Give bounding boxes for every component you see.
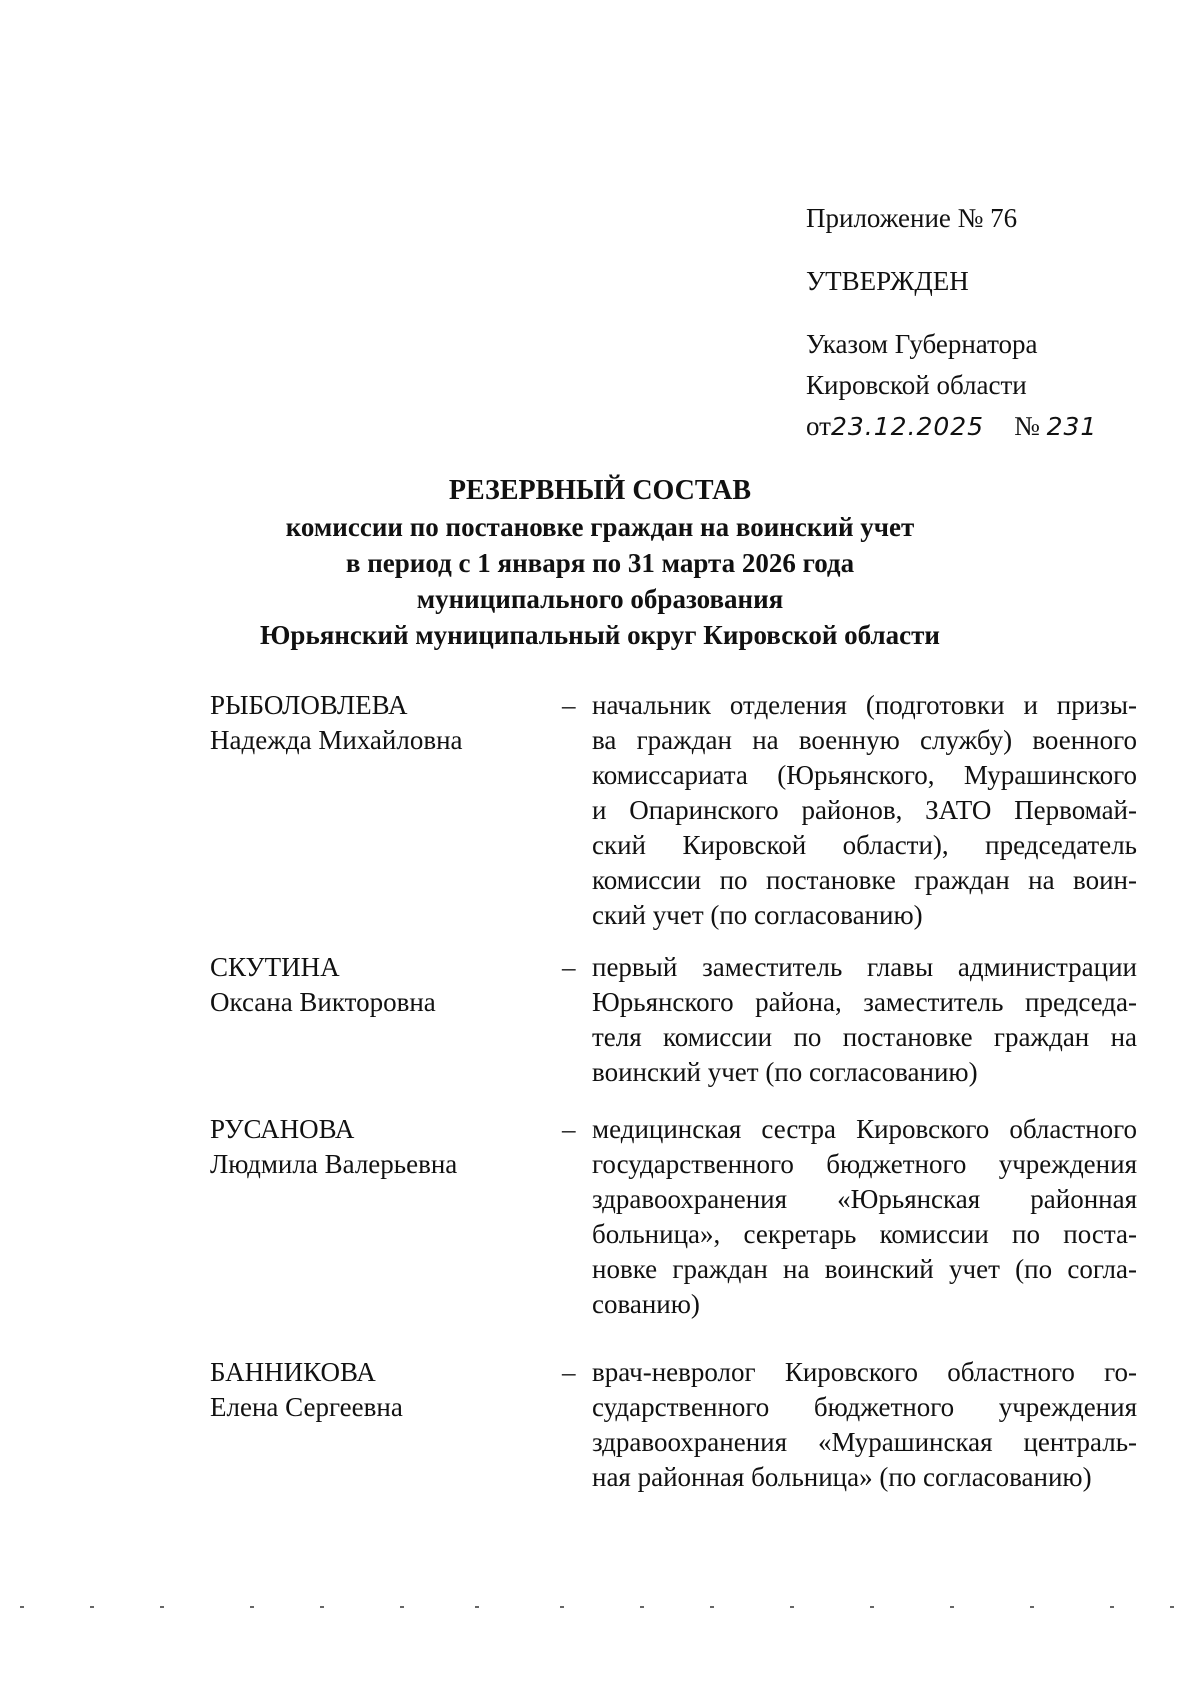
document-title [0, 473, 1200, 653]
member-given-names: Людмила Валерьевна [210, 1149, 458, 1179]
member-given-names: Елена Сергеевна [210, 1392, 403, 1422]
member-surname: РУСАНОВА [210, 1114, 355, 1144]
description-line: ский учет (по согласованию) [592, 900, 923, 930]
dash-separator: – [562, 1114, 576, 1144]
description-line: первый заместитель главы администрации [592, 952, 1137, 982]
dash-separator: – [562, 1357, 576, 1387]
member-name [210, 1112, 540, 1182]
decree-line-1: Указом Губернатора [806, 329, 1038, 359]
member-name [210, 688, 540, 758]
member-given-names: Оксана Викторовна [210, 987, 436, 1017]
decree-line-2: Кировской области [806, 370, 1027, 400]
member-surname: РЫБОЛОВЛЕВА [210, 690, 408, 720]
member-description [592, 950, 1137, 1090]
description-line: ский Кировской области), председатель [592, 830, 1137, 860]
member-description [592, 1355, 1137, 1495]
description-line: теля комиссии по постановке граждан на [592, 1022, 1137, 1052]
member-description [592, 688, 1137, 933]
title-line-1: РЕЗЕРВНЫЙ СОСТАВ [448, 475, 752, 506]
member-name [210, 950, 540, 1020]
description-line: государственного бюджетного учреждения [592, 1149, 1137, 1179]
description-line: Юрьянского района, заместитель председа- [592, 987, 1137, 1017]
description-line: здравоохранения «Мурашинская централь- [592, 1427, 1137, 1457]
description-line: сударственного бюджетного учреждения [592, 1392, 1137, 1422]
description-line: воинский учет (по согласованию) [592, 1057, 978, 1087]
description-line: ва граждан на военную службу) военного [592, 725, 1137, 755]
description-line: больница», секретарь комиссии по поста- [592, 1219, 1137, 1249]
decree-date-number [806, 406, 1146, 447]
member-surname: СКУТИНА [210, 952, 340, 982]
dash-separator: – [562, 690, 576, 720]
member-surname: БАННИКОВА [210, 1357, 376, 1387]
description-line: начальник отделения (подготовки и призы- [592, 690, 1137, 720]
number-prefix: № [1014, 411, 1040, 441]
description-line: и Опаринского районов, ЗАТО Первомай- [592, 795, 1137, 825]
description-line: ная районная больница» (по согласованию) [592, 1462, 1092, 1492]
member-given-names: Надежда Михайловна [210, 725, 463, 755]
approval-header [806, 198, 1146, 447]
title-line-3: в период с 1 января по 31 марта 2026 года [345, 548, 855, 578]
from-prefix: от [806, 411, 831, 441]
description-line: медицинская сестра Кировского областного [592, 1114, 1137, 1144]
handwritten-date: 23.12.2025 [830, 412, 985, 441]
description-line: комиссии по постановке граждан на воин- [592, 865, 1137, 895]
description-line: комиссариата (Юрьянского, Мурашинского [592, 760, 1137, 790]
approved-stamp-text: УТВЕРЖДЕН [806, 266, 969, 296]
appendix-number: Приложение № 76 [806, 203, 1018, 233]
title-line-4: муниципального образования [416, 584, 784, 614]
title-line-5: Юрьянский муниципальный округ Кировской области [260, 620, 940, 650]
description-line: новке граждан на воинский учет (по согла- [592, 1254, 1137, 1284]
handwritten-number: 231 [1046, 412, 1098, 441]
description-line: врач-невролог Кировского областного го- [592, 1357, 1137, 1387]
title-line-2: комиссии по постановке граждан на воинский учет [285, 512, 915, 542]
member-name [210, 1355, 540, 1425]
description-line: здравоохранения «Юрьянская районная [592, 1184, 1137, 1214]
description-line: сованию) [592, 1289, 700, 1319]
member-description [592, 1112, 1137, 1322]
dash-separator: – [562, 952, 576, 982]
